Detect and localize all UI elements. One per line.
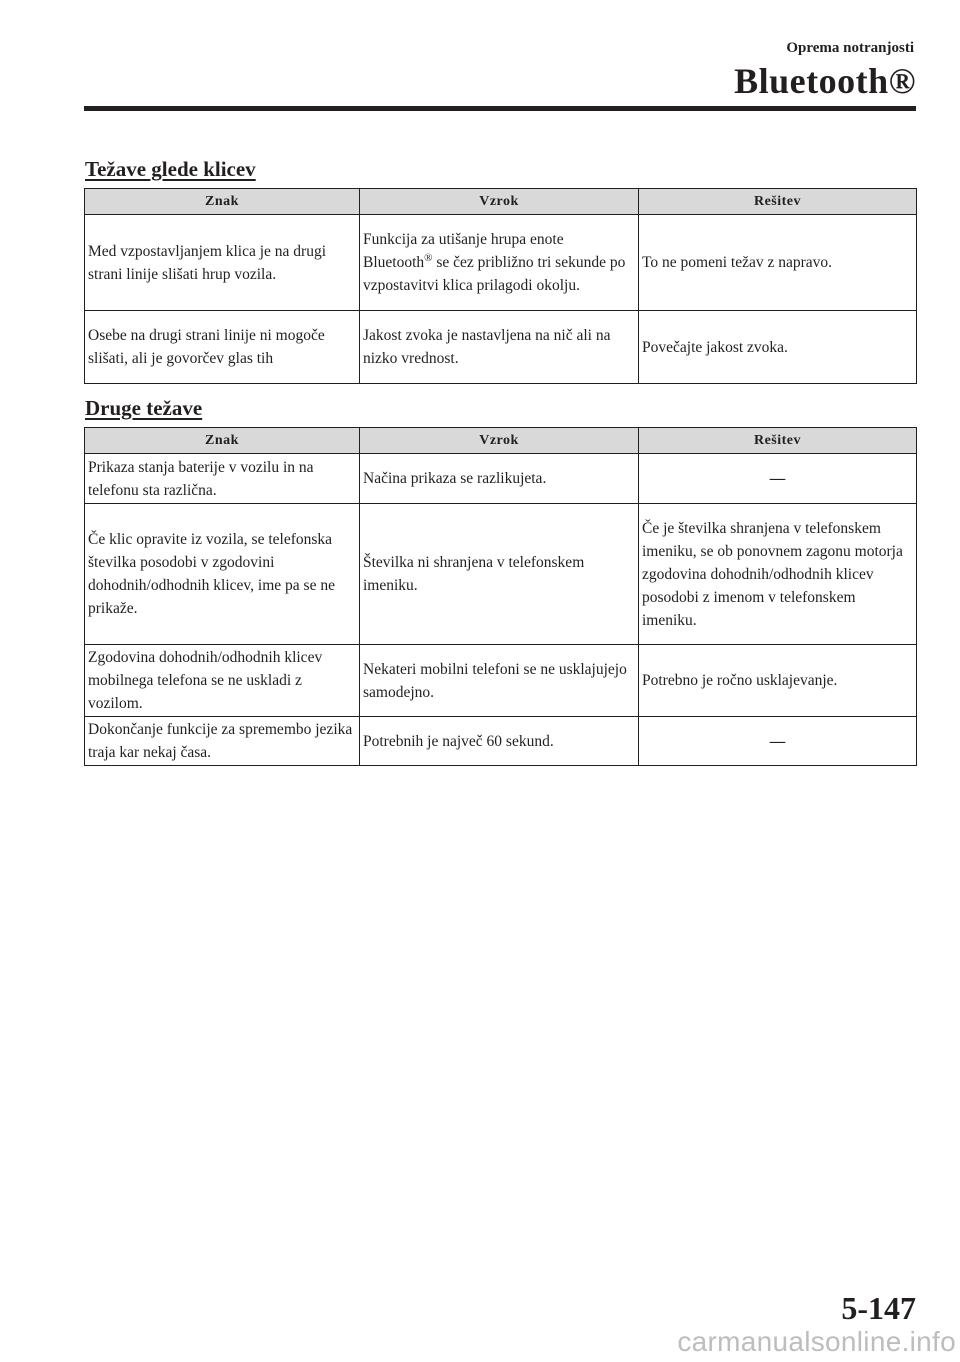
column-header-symptom: Znak: [85, 189, 360, 215]
cause-text: Funkcija za utišanje hrupa enote Bluetooth: [363, 231, 564, 271]
solution-cell: —: [639, 454, 917, 504]
solution-cell: Če je številka shranjena v telefonskem imeniku, se ob ponovnem zagonu motorja zgodovina dohodnih/odhodnih klicev posodobi z imenom v telefonskem imeniku.: [639, 504, 917, 645]
section-heading-call-problems: Težave glede klicev: [85, 157, 256, 181]
symptom-cell: Osebe na drugi strani linije ni mogoče slišati, ali je govorčev glas tih: [85, 311, 360, 384]
symptom-cell: Dokončanje funkcije za spremembo jezika traja kar nekaj časa.: [85, 717, 360, 766]
table-header-row: [85, 428, 917, 454]
symptom-cell: Prikaza stanja baterije v vozilu in na telefonu sta različna.: [85, 454, 360, 504]
symptom-cell: Med vzpostavljanjem klica je na drugi strani linije slišati hrup vozila.: [85, 215, 360, 311]
table-row: [85, 215, 917, 311]
column-header-solution: Rešitev: [639, 189, 917, 215]
table-row: [85, 645, 917, 717]
column-header-solution: Rešitev: [639, 428, 917, 454]
table-row: [85, 311, 917, 384]
registered-mark: ®: [424, 251, 433, 264]
cause-cell: [360, 215, 639, 311]
cause-text-continued: se čez približno tri sekunde po vzpostavitvi klica prilagodi okolju.: [363, 254, 626, 294]
watermark: carmanualsonline.info: [677, 1326, 956, 1357]
solution-cell: Potrebno je ročno usklajevanje.: [639, 645, 917, 717]
cause-cell: Številka ni shranjena v telefonskem imeniku.: [360, 504, 639, 645]
section-name: Oprema notranjosti: [786, 40, 914, 56]
solution-cell: —: [639, 717, 917, 766]
cause-cell: Potrebnih je največ 60 sekund.: [360, 717, 639, 766]
symptom-cell: Zgodovina dohodnih/odhodnih klicev mobilnega telefona se ne uskladi z vozilom.: [85, 645, 360, 717]
column-header-cause: Vzrok: [360, 189, 639, 215]
symptom-cell: Če klic opravite iz vozila, se telefonska številka posodobi v zgodovini dohodnih/odhodnih klicev, ime pa se ne prikaže.: [85, 504, 360, 645]
column-header-cause: Vzrok: [360, 428, 639, 454]
page-number: 5-147: [841, 1290, 916, 1326]
column-header-symptom: Znak: [85, 428, 360, 454]
cause-cell: Jakost zvoka je nastavljena na nič ali na nizko vrednost.: [360, 311, 639, 384]
table-row: [85, 454, 917, 504]
section-heading-other-problems: Druge težave: [85, 396, 203, 420]
table-row: [85, 717, 917, 766]
table-row: [85, 504, 917, 645]
solution-cell: Povečajte jakost zvoka.: [639, 311, 917, 384]
header-divider: [84, 106, 916, 111]
solution-cell: To ne pomeni težav z napravo.: [639, 215, 917, 311]
call-problems-table: [84, 188, 917, 384]
other-problems-table: [84, 427, 917, 766]
cause-cell: Načina prikaza se razlikujeta.: [360, 454, 639, 504]
cause-cell: Nekateri mobilni telefoni se ne usklajujejo samodejno.: [360, 645, 639, 717]
table-header-row: [85, 189, 917, 215]
page-title: Bluetooth®: [734, 61, 916, 101]
